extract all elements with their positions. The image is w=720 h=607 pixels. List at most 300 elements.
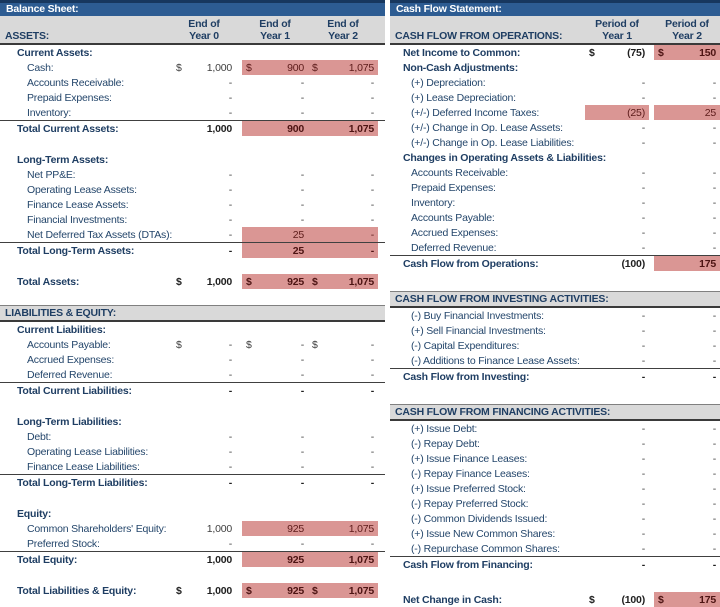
value-cell[interactable] xyxy=(585,323,649,338)
value-cell[interactable] xyxy=(172,367,236,382)
row-label[interactable]: Cash Flow from Financing: xyxy=(403,558,533,571)
column-header-top-line: Period of xyxy=(595,18,639,30)
row-label[interactable]: Common Shareholders' Equity: xyxy=(27,522,167,535)
value-cell[interactable] xyxy=(654,466,720,481)
cell-value: - xyxy=(370,353,374,366)
row-label[interactable]: (+) Issue New Common Shares: xyxy=(411,527,556,540)
value-cell[interactable] xyxy=(308,444,378,459)
row-label[interactable]: Inventory: xyxy=(411,196,456,209)
table-row xyxy=(0,152,385,167)
cell-value: - xyxy=(300,213,304,226)
value-cell[interactable] xyxy=(242,475,308,490)
value-cell[interactable] xyxy=(172,212,236,227)
row-label[interactable]: Operating Lease Assets: xyxy=(27,183,137,196)
value-cell[interactable] xyxy=(654,120,720,135)
value-cell[interactable] xyxy=(308,90,378,105)
cell-value: - xyxy=(641,166,645,179)
highlighted-value-cell[interactable] xyxy=(654,256,720,271)
cell-value: - xyxy=(712,211,716,224)
table-row xyxy=(390,210,720,225)
highlighted-value-cell[interactable] xyxy=(308,274,378,289)
row-label[interactable]: Prepaid Expenses: xyxy=(27,91,112,104)
value-cell[interactable] xyxy=(585,225,649,240)
value-cell[interactable] xyxy=(654,338,720,353)
value-cell[interactable] xyxy=(308,182,378,197)
value-cell[interactable] xyxy=(654,240,720,255)
cell-value: - xyxy=(228,198,232,211)
value-cell[interactable] xyxy=(585,135,649,150)
value-cell[interactable] xyxy=(654,195,720,210)
value-cell[interactable] xyxy=(654,451,720,466)
table-row xyxy=(390,353,720,369)
table-row xyxy=(0,182,385,197)
currency-symbol: $ xyxy=(589,593,595,606)
value-cell[interactable] xyxy=(585,421,649,436)
row-label[interactable]: Inventory: xyxy=(27,106,72,119)
row-label[interactable]: (-) Repay Preferred Stock: xyxy=(411,497,529,510)
cell-value: - xyxy=(712,452,716,465)
value-cell[interactable] xyxy=(654,557,720,572)
highlighted-value-cell[interactable] xyxy=(308,121,378,136)
value-cell[interactable] xyxy=(172,536,236,551)
highlighted-value-cell[interactable] xyxy=(308,227,378,242)
value-cell[interactable] xyxy=(585,557,649,572)
cell-value: - xyxy=(641,241,645,254)
table-row xyxy=(0,352,385,367)
value-cell[interactable] xyxy=(308,475,378,490)
value-cell[interactable] xyxy=(172,459,236,474)
table-row xyxy=(390,557,720,572)
row-label[interactable]: (-) Repay Debt: xyxy=(411,437,480,450)
column-header-bottom-line: Year 0 xyxy=(189,30,219,42)
table-row xyxy=(390,451,720,466)
value-cell[interactable] xyxy=(308,536,378,551)
table-row xyxy=(390,105,720,120)
value-cell[interactable] xyxy=(308,212,378,227)
value-cell[interactable] xyxy=(242,337,308,352)
highlighted-value-cell[interactable] xyxy=(242,552,308,567)
cell-value: 1,000 xyxy=(206,522,232,535)
table-row xyxy=(0,90,385,105)
table-title: Balance Sheet: xyxy=(6,3,79,15)
table-row xyxy=(390,225,720,240)
value-cell[interactable] xyxy=(308,75,378,90)
value-cell[interactable] xyxy=(172,475,236,490)
cell-value: 175 xyxy=(699,257,716,270)
row-label[interactable]: Total Long-Term Liabilities: xyxy=(17,476,148,489)
row-label[interactable]: (+/-) Change in Op. Lease Liabilities: xyxy=(411,136,575,149)
table-row xyxy=(0,459,385,475)
cell-value: - xyxy=(712,91,716,104)
value-cell[interactable] xyxy=(585,436,649,451)
value-cell[interactable] xyxy=(654,75,720,90)
cell-value: - xyxy=(370,91,374,104)
row-label[interactable]: (-) Repay Finance Leases: xyxy=(411,467,530,480)
row-label[interactable]: Financial Investments: xyxy=(27,213,128,226)
value-cell[interactable] xyxy=(172,352,236,367)
currency-symbol: $ xyxy=(246,338,252,351)
row-label[interactable]: Long-Term Assets: xyxy=(17,153,109,166)
cell-value: 1,075 xyxy=(348,553,374,566)
cell-value: (100) xyxy=(621,257,645,270)
highlighted-value-cell[interactable] xyxy=(242,227,308,242)
row-label[interactable]: Current Assets: xyxy=(17,46,93,59)
value-cell[interactable] xyxy=(242,383,308,398)
currency-symbol: $ xyxy=(312,584,318,597)
table-row xyxy=(390,60,720,75)
row-label[interactable]: (+) Issue Preferred Stock: xyxy=(411,482,526,495)
value-cell[interactable] xyxy=(585,210,649,225)
value-cell[interactable] xyxy=(585,353,649,368)
value-cell[interactable] xyxy=(585,75,649,90)
cell-value: - xyxy=(370,198,374,211)
section-bar xyxy=(390,404,720,421)
cell-value: 925 xyxy=(287,584,304,597)
row-label[interactable]: Deferred Revenue: xyxy=(27,368,113,381)
cell-value: - xyxy=(300,384,304,397)
cell-value: - xyxy=(300,168,304,181)
table-row xyxy=(390,496,720,511)
value-cell[interactable] xyxy=(654,90,720,105)
row-label[interactable]: Operating Lease Liabilities: xyxy=(27,445,149,458)
value-cell[interactable] xyxy=(172,521,236,536)
value-cell[interactable] xyxy=(172,337,236,352)
currency-symbol: $ xyxy=(589,46,595,59)
value-cell[interactable] xyxy=(308,429,378,444)
row-label[interactable]: Non-Cash Adjustments: xyxy=(403,61,518,74)
value-cell[interactable] xyxy=(242,352,308,367)
value-cell[interactable] xyxy=(172,552,236,567)
value-cell[interactable] xyxy=(172,383,236,398)
cell-value: - xyxy=(370,460,374,473)
value-cell[interactable] xyxy=(654,353,720,368)
value-cell[interactable] xyxy=(585,481,649,496)
value-cell[interactable] xyxy=(654,135,720,150)
value-cell[interactable] xyxy=(242,429,308,444)
row-label[interactable]: (-) Capital Expenditures: xyxy=(411,339,520,352)
value-cell[interactable] xyxy=(654,511,720,526)
table-row xyxy=(0,167,385,182)
cell-value: 25 xyxy=(292,244,304,257)
cell-value: (100) xyxy=(621,593,645,606)
cell-value: - xyxy=(712,121,716,134)
value-cell[interactable] xyxy=(585,526,649,541)
cell-value: - xyxy=(712,467,716,480)
value-cell[interactable] xyxy=(654,323,720,338)
cell-value: - xyxy=(370,168,374,181)
row-label[interactable]: Total Current Assets: xyxy=(17,122,119,135)
spacer-row xyxy=(390,384,720,404)
value-cell[interactable] xyxy=(654,308,720,323)
table-row xyxy=(390,526,720,541)
highlighted-value-cell[interactable] xyxy=(308,583,378,598)
value-cell[interactable] xyxy=(172,60,236,75)
currency-symbol: $ xyxy=(176,338,182,351)
currency-symbol: $ xyxy=(312,338,318,351)
table-row xyxy=(390,165,720,180)
value-cell[interactable] xyxy=(308,367,378,382)
value-cell[interactable] xyxy=(242,536,308,551)
row-label[interactable]: (+/-) Change in Op. Lease Assets: xyxy=(411,121,563,134)
value-cell[interactable] xyxy=(585,496,649,511)
table-row xyxy=(390,90,720,105)
value-cell[interactable] xyxy=(654,180,720,195)
row-label[interactable]: Long-Term Liabilities: xyxy=(17,415,122,428)
cell-value: - xyxy=(712,542,716,555)
row-label[interactable]: (+/-) Deferred Income Taxes: xyxy=(411,106,540,119)
cell-value: - xyxy=(228,537,232,550)
value-cell[interactable] xyxy=(654,496,720,511)
row-label[interactable]: (+) Issue Finance Leases: xyxy=(411,452,528,465)
cash-flow-title-bar xyxy=(390,0,720,16)
cell-value: 925 xyxy=(287,553,304,566)
cell-value: - xyxy=(641,309,645,322)
cell-value: - xyxy=(228,183,232,196)
value-cell[interactable] xyxy=(172,444,236,459)
column-header-bottom-line: Year 1 xyxy=(260,30,290,42)
table-row xyxy=(390,436,720,451)
row-label[interactable]: Accrued Expenses: xyxy=(27,353,115,366)
cell-value: - xyxy=(228,106,232,119)
cell-value: - xyxy=(712,558,716,571)
row-label[interactable]: Total Liabilities & Equity: xyxy=(17,584,137,597)
value-cell[interactable] xyxy=(308,167,378,182)
spacer-row xyxy=(0,258,385,274)
value-cell[interactable] xyxy=(585,338,649,353)
highlighted-value-cell[interactable] xyxy=(308,521,378,536)
value-cell[interactable] xyxy=(308,459,378,474)
currency-symbol: $ xyxy=(176,275,182,288)
value-cell[interactable] xyxy=(654,526,720,541)
section-bar-label: CASH FLOW FROM FINANCING ACTIVITIES: xyxy=(395,406,611,418)
row-label[interactable]: Total Long-Term Assets: xyxy=(17,244,135,257)
value-cell[interactable] xyxy=(242,444,308,459)
value-cell[interactable] xyxy=(585,90,649,105)
value-cell[interactable] xyxy=(654,369,720,384)
table-row xyxy=(390,150,720,165)
value-cell[interactable] xyxy=(172,583,236,598)
value-cell[interactable] xyxy=(654,481,720,496)
cell-value: 1,000 xyxy=(206,275,232,288)
table-row xyxy=(0,429,385,444)
value-cell[interactable] xyxy=(308,105,378,120)
value-cell[interactable] xyxy=(654,541,720,556)
value-cell[interactable] xyxy=(242,367,308,382)
value-cell[interactable] xyxy=(585,541,649,556)
value-cell[interactable] xyxy=(172,90,236,105)
value-cell[interactable] xyxy=(242,90,308,105)
row-label[interactable]: (+) Sell Financial Investments: xyxy=(411,324,546,337)
value-cell[interactable] xyxy=(172,75,236,90)
value-cell[interactable] xyxy=(308,383,378,398)
value-cell[interactable] xyxy=(654,225,720,240)
highlighted-value-cell[interactable] xyxy=(308,243,378,258)
currency-symbol: $ xyxy=(176,584,182,597)
row-label[interactable]: (+) Lease Depreciation: xyxy=(411,91,516,104)
table-row xyxy=(0,212,385,227)
cell-value: - xyxy=(641,196,645,209)
value-cell[interactable] xyxy=(585,511,649,526)
value-cell[interactable] xyxy=(585,256,649,271)
value-cell[interactable] xyxy=(585,195,649,210)
table-row xyxy=(390,338,720,353)
cell-value: 1,075 xyxy=(348,122,374,135)
table-title: Cash Flow Statement: xyxy=(396,3,502,15)
value-cell[interactable] xyxy=(172,167,236,182)
currency-symbol: $ xyxy=(246,584,252,597)
cell-value: - xyxy=(712,354,716,367)
value-cell[interactable] xyxy=(172,105,236,120)
currency-symbol: $ xyxy=(312,61,318,74)
table-row xyxy=(390,369,720,384)
cell-value: - xyxy=(641,324,645,337)
row-label[interactable]: Finance Lease Liabilities: xyxy=(27,460,140,473)
highlighted-value-cell[interactable] xyxy=(242,274,308,289)
row-label[interactable]: Net Deferred Tax Assets (DTAs): xyxy=(27,228,172,241)
cell-value: - xyxy=(370,368,374,381)
value-cell[interactable] xyxy=(585,165,649,180)
value-cell[interactable] xyxy=(242,167,308,182)
row-label[interactable]: (-) Buy Financial Investments: xyxy=(411,309,544,322)
row-label[interactable]: Total Current Liabilities: xyxy=(17,384,132,397)
table-row xyxy=(0,75,385,90)
table-row xyxy=(0,444,385,459)
row-label[interactable]: Accounts Payable: xyxy=(411,211,495,224)
column-header xyxy=(585,18,649,42)
highlighted-value-cell[interactable] xyxy=(308,552,378,567)
row-label[interactable]: (+) Depreciation: xyxy=(411,76,486,89)
cell-value: - xyxy=(300,106,304,119)
value-cell[interactable] xyxy=(654,436,720,451)
row-label[interactable]: Net Change in Cash: xyxy=(403,593,502,606)
row-label[interactable]: (-) Repurchase Common Shares: xyxy=(411,542,560,555)
cell-value: - xyxy=(228,353,232,366)
value-cell[interactable] xyxy=(242,197,308,212)
row-label[interactable]: (-) Common Dividends Issued: xyxy=(411,512,548,525)
highlighted-value-cell[interactable] xyxy=(308,60,378,75)
row-label[interactable]: Preferred Stock: xyxy=(27,537,100,550)
cell-value: 1,000 xyxy=(206,584,232,597)
table-row xyxy=(0,227,385,243)
value-cell[interactable] xyxy=(308,197,378,212)
highlighted-value-cell[interactable] xyxy=(654,45,720,60)
table-row xyxy=(0,536,385,552)
row-label[interactable]: Finance Lease Assets: xyxy=(27,198,129,211)
row-label[interactable]: Deferred Revenue: xyxy=(411,241,497,254)
value-cell[interactable] xyxy=(585,240,649,255)
row-label[interactable]: Equity: xyxy=(17,507,52,520)
row-label[interactable]: Prepaid Expenses: xyxy=(411,181,496,194)
value-cell[interactable] xyxy=(172,121,236,136)
value-cell[interactable] xyxy=(585,466,649,481)
highlighted-value-cell[interactable] xyxy=(242,60,308,75)
value-cell[interactable] xyxy=(172,182,236,197)
value-cell[interactable] xyxy=(654,421,720,436)
cell-value: 900 xyxy=(287,61,304,74)
value-cell[interactable] xyxy=(172,227,236,242)
value-cell[interactable] xyxy=(585,180,649,195)
row-label[interactable]: Total Equity: xyxy=(17,553,78,566)
value-cell[interactable] xyxy=(242,105,308,120)
cell-value: - xyxy=(370,228,374,241)
value-cell[interactable] xyxy=(585,45,649,60)
section-bar xyxy=(390,291,720,308)
value-cell[interactable] xyxy=(242,212,308,227)
cell-value: - xyxy=(228,213,232,226)
value-cell[interactable] xyxy=(654,165,720,180)
value-cell[interactable] xyxy=(585,308,649,323)
row-label[interactable]: Cash: xyxy=(27,61,54,74)
cell-value: - xyxy=(712,497,716,510)
row-label[interactable]: Accounts Receivable: xyxy=(411,166,508,179)
value-cell[interactable] xyxy=(585,369,649,384)
cell-value: 25 xyxy=(292,228,304,241)
value-cell[interactable] xyxy=(585,451,649,466)
table-row xyxy=(0,552,385,567)
row-label[interactable]: Current Liabilities: xyxy=(17,323,106,336)
column-header-bottom-line: Year 2 xyxy=(672,30,702,42)
value-cell[interactable] xyxy=(308,337,378,352)
value-cell[interactable] xyxy=(242,182,308,197)
cell-value: - xyxy=(228,368,232,381)
value-cell[interactable] xyxy=(172,197,236,212)
cell-value: - xyxy=(228,228,232,241)
table-row xyxy=(0,197,385,212)
highlighted-value-cell[interactable] xyxy=(242,521,308,536)
row-label[interactable]: Accounts Receivable: xyxy=(27,76,124,89)
row-label[interactable]: Cash Flow from Investing: xyxy=(403,370,530,383)
balance-sheet-title-bar xyxy=(0,0,385,16)
value-cell[interactable] xyxy=(654,210,720,225)
highlighted-value-cell[interactable] xyxy=(242,583,308,598)
table-row xyxy=(390,135,720,150)
value-cell[interactable] xyxy=(308,352,378,367)
row-label[interactable]: (+) Issue Debt: xyxy=(411,422,478,435)
cell-value: - xyxy=(712,527,716,540)
row-label[interactable]: Debt: xyxy=(27,430,52,443)
value-cell[interactable] xyxy=(242,75,308,90)
highlighted-value-cell[interactable] xyxy=(654,105,720,120)
value-cell[interactable] xyxy=(172,274,236,289)
table-row xyxy=(0,475,385,490)
value-cell[interactable] xyxy=(172,243,236,258)
row-label[interactable]: Cash Flow from Operations: xyxy=(403,257,539,270)
value-cell[interactable] xyxy=(585,120,649,135)
cell-value: 925 xyxy=(287,275,304,288)
row-label[interactable]: (-) Additions to Finance Lease Assets: xyxy=(411,354,580,367)
cell-value: 1,000 xyxy=(206,61,232,74)
highlighted-value-cell[interactable] xyxy=(242,243,308,258)
cell-value: 1,075 xyxy=(348,275,374,288)
table-row xyxy=(390,541,720,557)
table-row xyxy=(0,337,385,352)
row-label[interactable]: Net Income to Common: xyxy=(403,46,521,59)
column-header-top-line: End of xyxy=(259,18,291,30)
value-cell[interactable] xyxy=(242,459,308,474)
table-row xyxy=(0,414,385,429)
row-label[interactable]: Changes in Operating Assets & Liabilities: xyxy=(403,151,607,164)
highlighted-value-cell[interactable] xyxy=(242,121,308,136)
highlighted-value-cell[interactable] xyxy=(585,105,649,120)
cell-value: 25 xyxy=(704,106,716,119)
row-label[interactable]: Total Assets: xyxy=(17,275,80,288)
cell-value: 1,000 xyxy=(206,122,232,135)
value-cell[interactable] xyxy=(172,429,236,444)
row-label[interactable]: Accrued Expenses: xyxy=(411,226,499,239)
row-label[interactable]: Net PP&E: xyxy=(27,168,76,181)
row-label[interactable]: Accounts Payable: xyxy=(27,338,111,351)
table-row xyxy=(0,521,385,536)
